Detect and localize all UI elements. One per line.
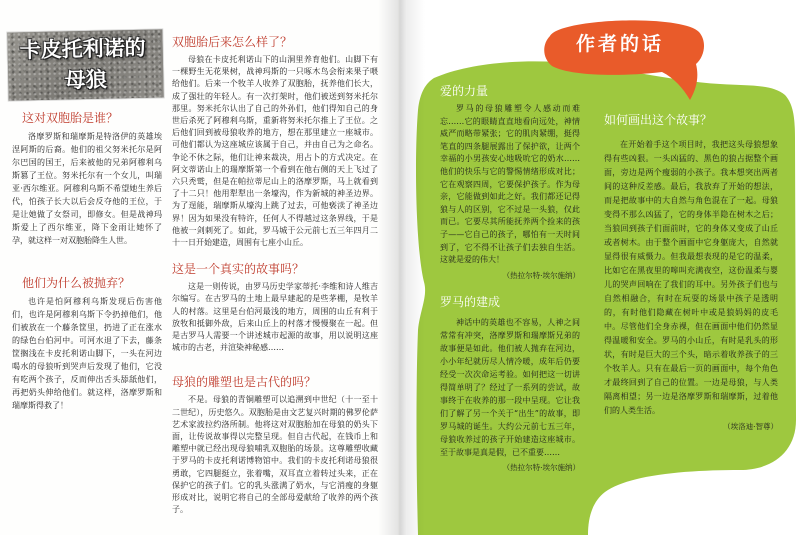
section-body: 神话中的英雄也不容易，人神之间常常有冲突，洛摩罗斯和瑞摩斯兄弟的故事便是如此。他们被人抛弃在河边，小小年纪就历尽人情冷暖，成年后仍要经受一次次命运考验。如何把这一切讲得简单明了？经过了一系列的尝试，故事终于在收养的那一段中呈现。它让我们了解了另一个关于“出生”的故事，即罗马城的诞生。大约公元前七五三年，母狼收养过的孩子开始建造这座城市。至于故事是真是假，已不重要…… bbox=[440, 318, 580, 457]
section-body: 不是。母狼的青铜雕塑可以追溯到中世纪（十一至十二世纪），历史悠久。双胞胎是由文艺复兴时期的佛罗伦萨艺术家波拉约洛所制。他将这对双胞胎加在母狼的奶头下面，让传说故事得以完整呈现。但自古代起，在钱币上和雕塑中就已经出现母狼哺乳双胞胎的场景。这尊雕塑收藏于罗马的卡皮托利诺博物馆中。我们的卡皮托利诺母狼很勇敢，它四腿挺立，张着嘴，双耳直立着转过头来，正在保护它的孩子们。它的乳头涨满了奶水，与它消瘦的身躯形成对比，说明它将自己的全部母爱献给了收养的两个孩子。 bbox=[172, 395, 378, 515]
section-body: 在开始着手这个项目时，我把这头母狼想象得有些凶狠。一头凶猛的、黑色的狼占据整个画面，旁边是两个瘦弱的小孩子。我本想突出两者间的这种反差感。最后，我放弃了开始的想法，而是把故事中的大自然与角色混在了一起。母狼变得不那么凶猛了，它的身体半隐在树木之后；当狼回到孩子们面前时，它的身体又变成了山丘或者树木。由于整个画面中它身躯庞大，自然就显得很有威慑力。但我最想表现的是它的温柔，比如它在黑夜里的嗥叫充满夜空，这份温柔与婴儿的哭声回响在了我们的耳中。另外孩子们也与自然相融合，有时在玩耍的场景中孩子是透明的，有时他们隐藏在树叶中或是狼妈妈的皮毛中。尽管他们全身赤裸，但在画面中他们仍然显得温暖和安全。罗马的小山丘，有时是乳头的形状，有时是巨大的三个头，暗示着收养孩子的三个牧羊人。只有在最后一页的画面中，每个角色才最终回到了自己的位置。一边是母狼，与人类隔离相望；另一边是洛摩罗斯和瑞摩斯，过着他们的人类生活。 bbox=[604, 140, 778, 415]
section-statue-ancient bbox=[172, 374, 378, 516]
section-heading: 他们为什么被抛弃？ bbox=[22, 276, 131, 290]
section-body: 也许是怕阿穆利乌斯发现后伤害他们，也许是阿穆利乌斯下令扔掉他们，他们被放在一个藤条筐里，扔进了正在涨水的绿色台伯河中。可河水退了下去，藤条筐搁浅在卡皮托利诺山脚下，一头在河边喝水的母狼听到哭声后发现了他们，它没有吃两个孩子，反而伸出舌头舔舐他们，再把奶头伸给他们。就这样，洛摩罗斯和瑞摩斯得救了！ bbox=[12, 297, 162, 410]
illustrator-signature: （埃洛迪·智尊） bbox=[723, 422, 778, 431]
section-heading: 双胞胎后来怎么样了？ bbox=[172, 35, 293, 49]
section-body: 洛摩罗斯和瑞摩斯是特洛伊的英雄埃涅阿斯的后裔。他们的祖父努米托尔是阿尔巴国的国王，后来被他的兄弟阿穆利乌斯篡了王位。努米托尔有一个女儿，叫瑞亚·西尔维亚。阿穆利乌斯不希望她生养后代，怕孩子长大以后会反夺他的王位，于是让她做了女祭司，即修女。但是战神玛斯爱上了西尔维亚，降下金雨让她怀了孕，就这样一对双胞胎降生人世。 bbox=[12, 132, 162, 245]
section-heading: 母狼的雕塑也是古代的吗？ bbox=[172, 375, 317, 390]
section-true-story bbox=[172, 261, 378, 354]
author-signature: （热拉尔特·埃尔施纳） bbox=[502, 463, 580, 472]
section-twins-later bbox=[172, 34, 378, 249]
section-who-are-twins bbox=[12, 110, 162, 247]
authors-note-banner: 作者的话 bbox=[576, 33, 665, 55]
left-column-2 bbox=[172, 34, 378, 517]
title-line-1: 卡皮托利诺的 bbox=[19, 35, 146, 63]
author-signature: （热拉尔特·埃尔施纳） bbox=[502, 270, 580, 280]
title-line-2: 母狼 bbox=[64, 67, 108, 93]
section-why-abandoned bbox=[12, 275, 162, 412]
section-body: 罗马的母狼雕塑令人感动而难忘……它的眼睛直直地看向远处，神情威严而略带紧张；它的肌肉紧绷，挺得笔直的四条腿展露出了保护欲，让两个幸福的小男孩安心地吸吮它的奶水……他们的快乐与它的警惕情绪形成对比；它在观察四周，它要保护孩子。作为母亲，它能做到如此之好。我们都还记得狼与人的区别，它不过是一头狼，仅此而已。它要尽其所能抚养两个捡来的孩子——它自己的孩子，哪怕有一天时间到了，它不得不让孩子们去独自生活。这就是爱的伟大！ bbox=[440, 104, 580, 265]
section-heading: 这对双胞胎是谁？ bbox=[22, 111, 119, 125]
section-heading: 如何画出这个故事？ bbox=[604, 113, 713, 127]
section-founding-of-rome bbox=[440, 294, 580, 474]
section-heading: 这是一个真实的故事吗？ bbox=[172, 262, 305, 277]
section-heading: 罗马的建成 bbox=[440, 295, 501, 309]
section-body: 母狼在卡皮托利诺山下的山洞里养育他们。山脚下有一棵野生无花果树，战神玛斯的一只啄木鸟会衔来果子喂给他们。后来一个牧羊人收养了双胞胎，抚养他们长大，成了强壮的年轻人。有一次打架时，他们被送到努米托尔那里。努米托尔认出了自己的外孙们，他们得知自己的身世后杀死了阿穆利乌斯，重新将努米托尔推上了王位。之后他们回到被母狼收养的地方，想在那里建立一座城市。可他们都认为这座城应该属于自己，并由自己为之命名。争论不休之际，他们让神来裁决，用占卜的方式决定。在阿文蒂诺山上的瑞摩斯第一个看到在他右侧的天上飞过了六只秃鹫，但是在帕拉蒂尼山上的洛摩罗斯，马上就看到了十二只！他用犁犁出一条壕沟，作为新城的神圣边界。为了逞能，瑞摩斯从壕沟上跳了过去，可他亵渎了神圣边界！因为如果没有特许，任何人不得越过这条界线，于是他被一剑刺死了。如此，罗马城于公元前七五三年四月二十一日开始建造，周围有七座小山丘。 bbox=[172, 55, 378, 248]
section-power-of-love bbox=[440, 83, 580, 282]
section-body: 这是一则传说，由罗马历史学家蒂托·李维和诗人维吉尔编写。在古罗马的土地上最早建起的是些茅棚，是牧羊人的村落。这里是台伯河最浅的地方，周围的山丘有利于放牧和抵御外敌，后来山丘上的村落才慢慢聚在一起。但是古罗马人需要一个讲述城市起源的故事，用以说明这座城市的古老，并渲染神秘感…… bbox=[172, 282, 378, 353]
title-plate bbox=[7, 29, 163, 100]
section-how-to-draw bbox=[604, 112, 778, 433]
section-heading: 爱的力量 bbox=[440, 84, 489, 98]
